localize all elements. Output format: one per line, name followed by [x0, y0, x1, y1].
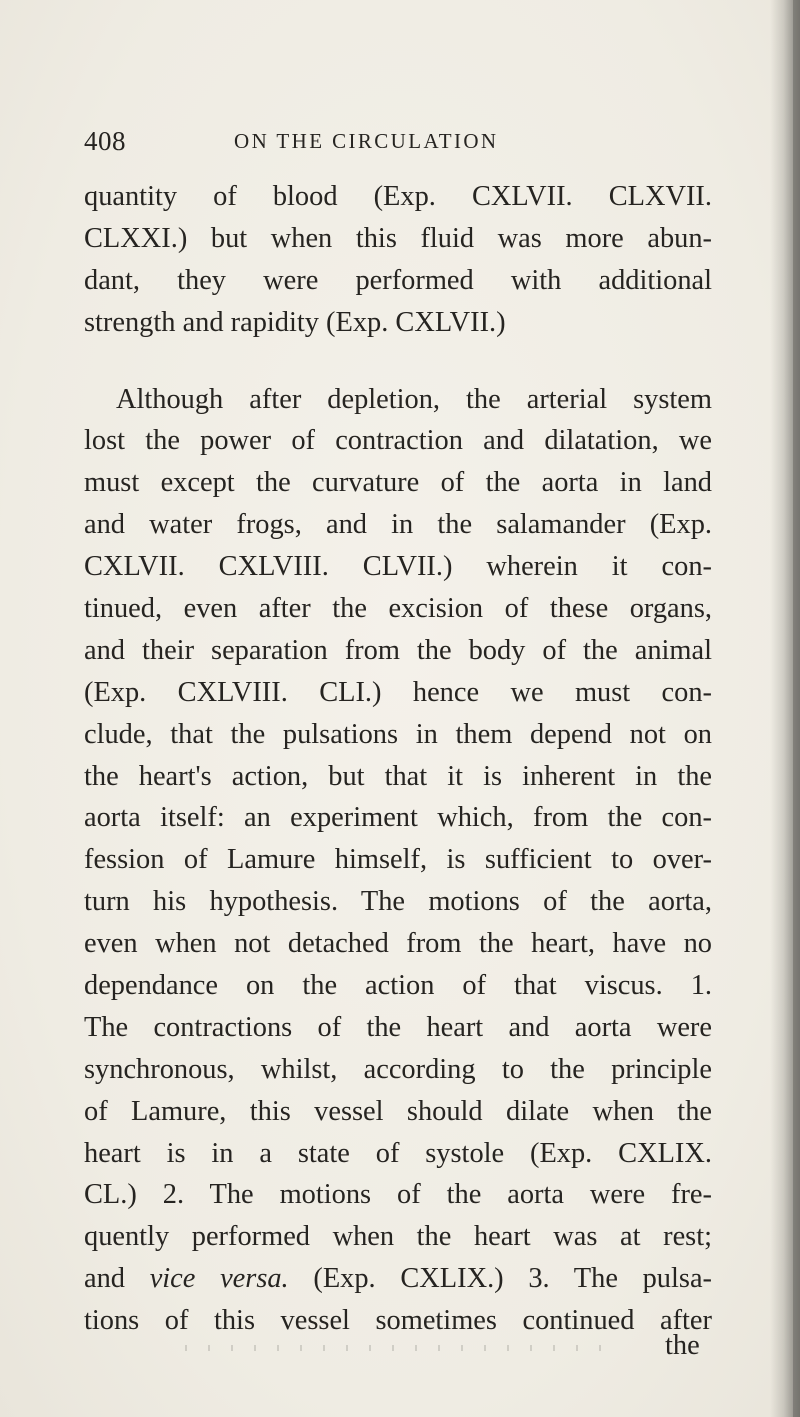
text-line: fession of Lamure himself, is sufficient to over- [84, 844, 712, 876]
page-edge-binding [793, 0, 800, 1417]
text-line: aorta itself: an experiment which, from the con- [84, 802, 712, 834]
text-line: even when not detached from the heart, have no [84, 928, 712, 960]
catchword: the [665, 1330, 700, 1361]
italic-phrase: vice versa. [149, 1263, 289, 1295]
paragraph-2 [84, 379, 712, 1342]
text-line: CXLVII. CXLVIII. CLVII.) wherein it con- [84, 551, 712, 583]
body-text [84, 176, 712, 1342]
text-line: synchronous, whilst, according to the principle [84, 1053, 712, 1085]
text-line: clude, that the pulsations in them depend not on [84, 718, 712, 750]
running-title: ON THE CIRCULATION [234, 129, 499, 153]
text-line: lost the power of contraction and dilatation, we [84, 425, 712, 457]
text-line: the heart's action, but that it is inherent in the [84, 760, 712, 792]
text-line: and water frogs, and in the salamander (Exp. [84, 509, 712, 541]
print-specks [185, 1345, 615, 1351]
text-fragment: and [84, 1263, 150, 1295]
text-line: tinued, even after the excision of these organs, [84, 593, 712, 625]
text-line: dependance on the action of that viscus. 1. [84, 970, 712, 1002]
text-line: CL.) 2. The motions of the aorta were fre- [84, 1179, 712, 1211]
text-line: quently performed when the heart was at rest; [84, 1221, 712, 1253]
text-line: quantity of blood (Exp. CXLVII. CLXVII. [84, 181, 712, 212]
text-line: heart is in a state of systole (Exp. CXLIX. [84, 1137, 712, 1169]
text-line: turn his hypothesis. The motions of the aorta, [84, 886, 712, 918]
text-line: CLXXI.) but when this fluid was more abun- [84, 222, 712, 254]
text-line: Although after depletion, the arterial system [116, 383, 712, 415]
text-line: of Lamure, this vessel should dilate when the [84, 1095, 712, 1127]
text-line: tions of this vessel sometimes continued after [84, 1305, 712, 1337]
paragraph-1 [84, 176, 712, 344]
page-number: 408 [84, 126, 126, 156]
text-line: strength and rapidity (Exp. CXLVII.) [84, 306, 506, 338]
text-fragment: (Exp. CXLIX.) 3. The pulsa- [288, 1263, 712, 1295]
text-line-vice-versa [84, 1258, 712, 1300]
text-line: must except the curvature of the aorta in land [84, 467, 712, 499]
text-line: dant, they were performed with additional [84, 264, 712, 296]
text-line: and their separation from the body of the animal [84, 634, 712, 666]
text-line: The contractions of the heart and aorta were [84, 1011, 712, 1043]
paragraph-gap [84, 344, 712, 379]
running-head [84, 126, 704, 166]
text-line: (Exp. CXLVIII. CLI.) hence we must con- [84, 676, 712, 708]
